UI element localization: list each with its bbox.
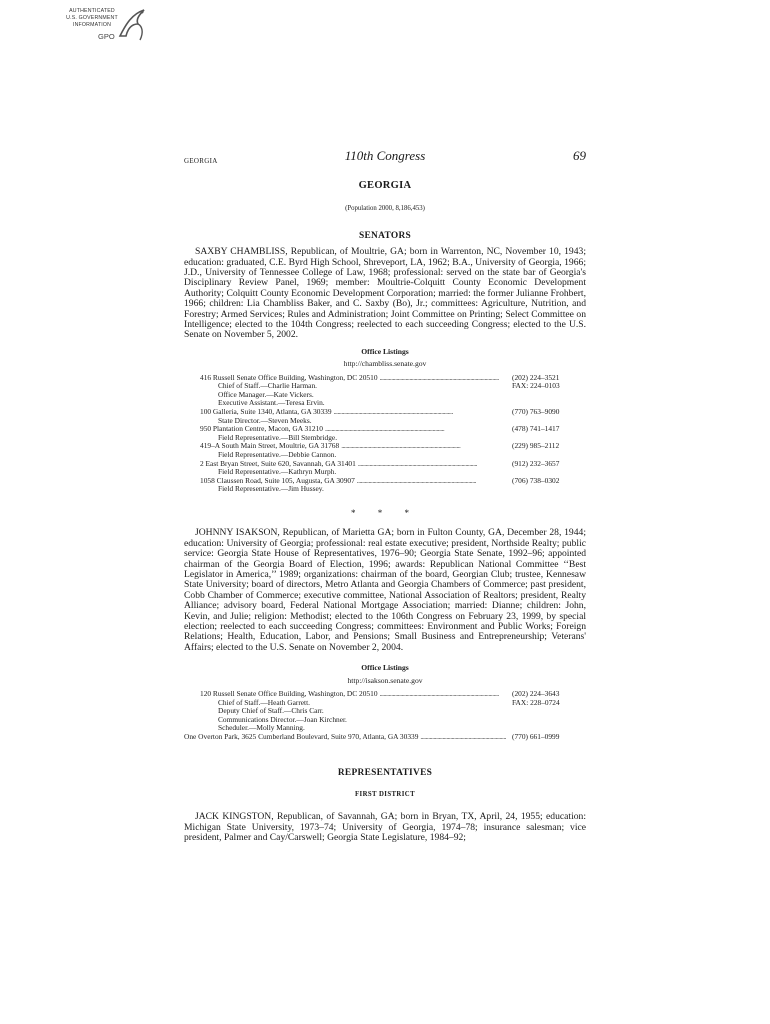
office-phone: (770) 763–9090	[512, 407, 560, 417]
office-phone: (478) 741–1417	[512, 424, 560, 434]
state-title: GEORGIA	[358, 180, 412, 191]
office-phone: (912) 232–3657	[512, 458, 560, 468]
seal-line-4: GPO	[98, 32, 115, 41]
office-listing	[200, 425, 586, 442]
staff-entry: Field Representative.—Bill Stembridge.	[218, 432, 338, 442]
senator-website-link[interactable]: http://isakson.senate.gov	[347, 675, 423, 685]
document-page	[184, 150, 586, 844]
running-head	[184, 150, 586, 170]
representatives-heading: REPRESENTATIVES	[337, 767, 433, 778]
staff-entry: Communications Director.—Joan Kirchner.	[218, 714, 347, 724]
staff-entry: Field Representative.—Jim Hussey.	[218, 484, 324, 494]
running-head-state: GEORGIA	[184, 157, 218, 165]
office-address: 950 Plantation Centre, Macon, GA 31210	[200, 425, 323, 434]
staff-entry: State Director.—Steven Meeks.	[218, 415, 312, 425]
staff-entry: Chief of Staff.—Charlie Harman.	[218, 381, 317, 391]
office-fax: FAX: 224–0103	[512, 381, 560, 391]
office-phone: (706) 738–0302	[512, 475, 560, 485]
office-listing	[200, 374, 586, 408]
office-address: 416 Russell Senate Office Building, Washington, DC 20510	[200, 373, 378, 382]
office-address: 120 Russell Senate Office Building, Washington, DC 20510	[200, 690, 378, 699]
staff-entry: Deputy Chief of Staff.—Chris Carr.	[218, 706, 324, 716]
office-fax: FAX: 228–0724	[512, 697, 560, 707]
staff-entry: Chief of Staff.—Heath Garrett.	[218, 697, 311, 707]
senator-bio: JOHNNY ISAKSON, Republican, of Marietta GA; born in Fulton County, GA, December 28, 1944; education: University of Georgia; professional: real estate executive; president, Northside Realty; public service: Georgia State House of Representatives, 1976–90; Georgia State Senate, 1992–96; appointed chairman of the Georgia Board of Election, 1996; awards: Republican National Committee ‘‘Best Legislator in America,’’ 1989; organizations: chairman of the board, Georgian Club; trustee, Kennesaw State University; board of directors, Metro Atlanta and Georgia Chambers of Commerce; past president, Cobb Chamber of Commerce; executive committee, National Association of Realtors; president, Realty Alliance; advisory board, Federal National Mortgage Association; married: Dianne; children: John, Kevin, and Julie; religion: Methodist; elected to the 106th Congress on February 23, 1999, by special election; reelected to each succeeding Congress; committees: Environment and Public Works; Foreign Relations; Health, Education, Labor, and Pensions; Small Business and Entrepreneurship; Veterans' Affairs; elected to the U.S. Senate on November 2, 2004.	[184, 527, 586, 653]
office-phone: (229) 985–2112	[512, 441, 560, 451]
staff-entry: Scheduler.—Molly Manning.	[218, 723, 305, 733]
office-listing	[184, 733, 586, 742]
district-heading: FIRST DISTRICT	[354, 791, 416, 799]
office-phone: (202) 224–3643	[512, 689, 560, 699]
seal-line-2: U.S. GOVERNMENT	[66, 15, 118, 21]
office-address: One Overton Park, 3625 Cumberland Boulevard, Suite 970, Atlanta, GA 30339	[184, 733, 419, 742]
seal-line-1: AUTHENTICATED	[69, 8, 115, 14]
office-listings	[184, 374, 586, 494]
page-number: 69	[573, 148, 586, 163]
senator-bio: SAXBY CHAMBLISS, Republican, of Moultrie, GA; born in Warrenton, NC, November 10, 1943; education: graduated, C.E. Byrd High School, Shreveport, LA, 1962; B.A., University of Georgia, 1966; J.D., University of Tennessee College of Law, 1968; professional: served on the state bar of Georgia's Disciplinary Review Panel, 1969; member: Moultrie-Colquitt County Economic Development Authority; Colquitt County Economic Development Corporation; married: the former Julianne Frohbert, 1966; children: Lia Chambliss Baker, and C. Saxby (Bo), Jr.; committees: Agriculture, Nutrition, and Forestry; Armed Services; Rules and Administration; Joint Committee on Printing; Select Committee on Intelligence; elected to the 104th Congress; reelected to each succeeding Congress; elected to the U.S. Senate on November 5, 2002.	[184, 246, 586, 341]
office-listing	[200, 442, 586, 459]
running-head-congress: 110th Congress	[344, 148, 426, 163]
staff-entry: Field Representative.—Debbie Cannon.	[218, 450, 337, 460]
office-listing	[200, 460, 586, 477]
office-listing	[200, 477, 586, 494]
office-address: 2 East Bryan Street, Suite 620, Savannah, GA 31401	[200, 459, 356, 468]
office-listing	[200, 690, 586, 733]
section-separator: * * *	[351, 508, 419, 518]
office-listing	[200, 408, 586, 425]
office-address: 419–A South Main Street, Moultrie, GA 31768	[200, 442, 340, 451]
representative-bio: JACK KINGSTON, Republican, of Savannah, GA; born in Bryan, TX, April, 24, 1955; education: Michigan State University, 1973–74; University of Georgia, 1974–78; insurance salesman; vice president, Palmer and Cay/Carswell; Georgia State Legislature, 1984–92;	[184, 811, 586, 844]
staff-entry: Executive Assistant.—Teresa Ervin.	[218, 398, 325, 408]
gpo-authentication-seal	[60, 6, 150, 48]
office-phone: (202) 224–3521	[512, 372, 560, 382]
office-listings-heading: Office Listings	[361, 663, 409, 673]
seal-line-3: INFORMATION	[72, 22, 112, 28]
senators-heading: SENATORS	[358, 230, 412, 241]
office-address: 100 Galleria, Suite 1340, Atlanta, GA 30339	[200, 408, 332, 417]
office-address: 1058 Claussen Road, Suite 105, Augusta, GA 30907	[200, 476, 355, 485]
staff-entry: Field Representative.—Kathryn Murph.	[218, 467, 337, 477]
office-listings-heading: Office Listings	[361, 346, 409, 356]
eagle-icon	[116, 6, 150, 46]
office-listings	[184, 690, 586, 742]
senator-website-link[interactable]: http://chambliss.senate.gov	[343, 359, 427, 369]
population: (Population 2000, 8,186,453)	[345, 205, 425, 213]
office-phone: (770) 661–0999	[512, 732, 560, 742]
staff-entry: Office Manager.—Kate Vickers.	[218, 389, 314, 399]
